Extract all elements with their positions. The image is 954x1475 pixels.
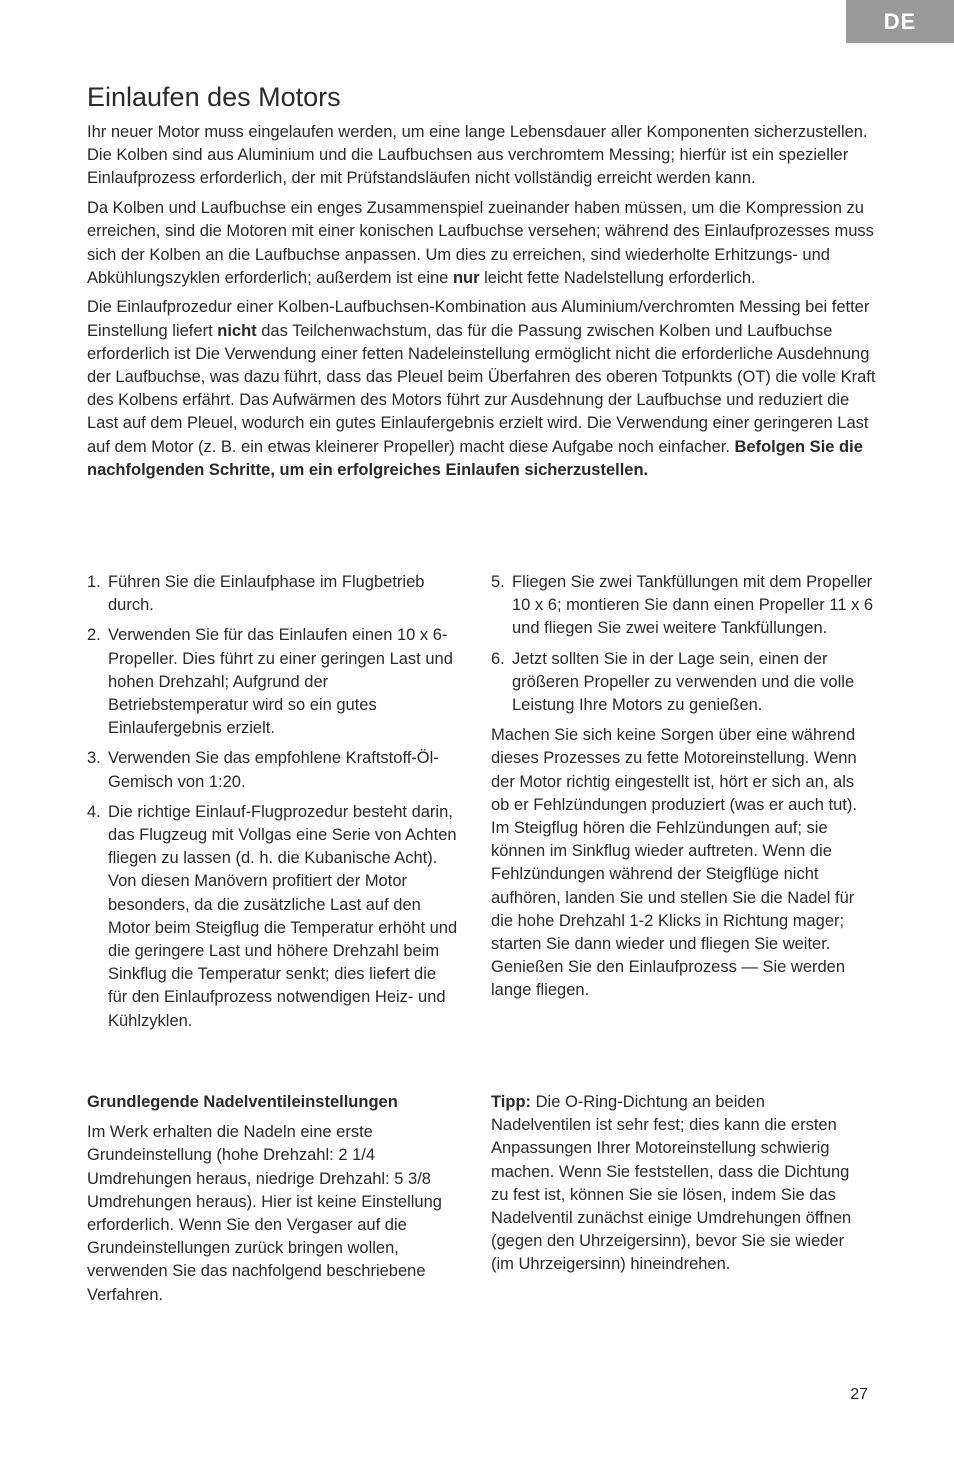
list-item: 6. Jetzt sollten Sie in der Lage sein, einen der größeren Propeller zu verwenden und die volle Leistung Ihre Motors zu genießen. <box>491 649 855 715</box>
intro-paragraph-2: Da Kolben und Laufbuchse ein enges Zusammenspiel zueinander haben müssen, um die Kompression zu erreichen, sind die Motoren mit einer konischen Laufbuchse versehen; während des Einlaufprozesses muss sich der Kolben an die Laufbuchse anpassen. Um dies zu erreichen, sind wiederholte Erhitzungs- und Abkühlungszyklen erforderlich; außerdem ist eine nur leicht fette Nadelstellung erforderlich. <box>87 199 874 287</box>
tip-label: Tipp: <box>491 1093 532 1111</box>
list-item: 3. Verwenden Sie das empfohlene Kraftstoff-Öl-Gemisch von 1:20. <box>87 749 439 791</box>
intro-section <box>87 121 877 489</box>
list-item: 4. Die richtige Einlauf-Flugprozedur besteht darin, das Flugzeug mit Vollgas eine Serie von Achten fliegen zu lassen (d. h. die Kubanische Acht). Von diesen Manövern profitiert der Motor besonders, da die zusätzliche Last auf den Motor beim Steigflug die Temperatur erhöht und die geringere Last und höhere Drehzahl beim Sinkflug die Temperatur senkt; dies liefert die für den Einlaufprozess notwendigen Heiz- und Kühlzyklen. <box>87 802 458 1030</box>
tip-section <box>491 1091 861 1284</box>
page-title: Einlaufen des Motors <box>87 82 341 112</box>
list-item: 1. Führen Sie die Einlaufphase im Flugbetrieb durch. <box>87 573 425 615</box>
section-heading: Grundlegende Nadelventileinstellungen <box>87 1093 398 1111</box>
steps-right-column <box>491 571 876 1010</box>
page-number: 27 <box>850 1386 868 1403</box>
worry-paragraph: Machen Sie sich keine Sorgen über eine während dieses Prozesses zu fette Motoreinstellung. Wenn der Motor richtig eingestellt ist, hört er sich an, als ob er Fehlzündungen produziert (was er auch tut). Im Steigflug hören die Fehlzündungen auf; sie können im Sinkflug wieder auftreten. Wenn die Fehlzündungen während der Steigflüge nicht aufhören, landen Sie und stellen Sie die Nadel für die hohe Drehzahl 1-2 Klicks in Richtung mager; starten Sie dann wieder und fliegen Sie weiter. Genießen Sie den Einlaufprozess — Sie werden lange fliegen. <box>491 726 857 1000</box>
list-item: 2. Verwenden Sie für das Einlaufen einen 10 x 6-Propeller. Dies führt zu einer geringen Last und hohen Drehzahl; Aufgrund der Betriebstemperatur wird so ein gutes Einlaufergebnis erzielt. <box>87 626 453 738</box>
steps-left-column <box>87 571 459 1040</box>
needle-paragraph: Im Werk erhalten die Nadeln eine erste Grundeinstellung (hohe Drehzahl: 2 1/4 Umdrehungen heraus, niedrige Drehzahl: 5 3/8 Umdrehungen heraus). Hier ist keine Einstellung erforderlich. Wenn Sie den Vergaser auf die Grundeinstellungen zurück bringen wollen, verwenden Sie das nachfolgend beschriebene Verfahren. <box>87 1123 442 1304</box>
intro-paragraph-3: Die Einlaufprozedur einer Kolben-Laufbuchsen-Kombination aus Aluminium/verchromten Messing bei fetter Einstellung liefert nicht das Teilchenwachstum, das für die Passung zwischen Kolben und Laufbuchse erforderlich ist Die Verwendung einer fetten Nadeleinstellung ermöglicht nicht die erforderliche Ausdehnung der Laufbuchse, was dazu führt, dass das Pleuel beim Überfahren des oberen Totpunkts (OT) die volle Kraft des Kolbens erfährt. Das Aufwärmen des Motors führt zur Ausdehnung der Laufbuchse und reduziert die Last auf dem Pleuel, wodurch ein gutes Einlaufergebnis erzielt wird. Die Verwendung einer geringeren Last auf dem Motor (z. B. ein etwas kleinerer Propeller) macht diese Aufgabe noch einfacher. Befolgen Sie die nachfolgenden Schritte, um ein erfolgreiches Einlaufen sicherzustellen. <box>87 298 876 479</box>
needle-settings-section <box>87 1091 442 1314</box>
tip-paragraph: Tipp: Die O-Ring-Dichtung an beiden Nadelventilen ist sehr fest; dies kann die ersten Anpassungen Ihrer Motoreinstellung schwierig machen. Wenn Sie feststellen, dass die Dichtung zu fest ist, können Sie sie lösen, indem Sie das Nadelventil zunächst einige Umdrehungen öffnen (gegen den Uhrzeigersinn), bevor Sie sie wieder (im Uhrzeigersinn) hineindrehen. <box>491 1093 852 1274</box>
list-item: 5. Fliegen Sie zwei Tankfüllungen mit dem Propeller 10 x 6; montieren Sie dann einen Propeller 11 x 6 und fliegen Sie zwei weitere Tankfüllungen. <box>491 573 874 638</box>
language-tab: DE <box>846 0 954 43</box>
intro-paragraph-1: Ihr neuer Motor muss eingelaufen werden, um eine lange Lebensdauer aller Komponenten sicherzustellen. Die Kolben sind aus Aluminium und die Laufbuchsen aus verchromtem Messing; hierfür ist ein spezieller Einlaufprozess erforderlich, der mit Prüfstandsläufen nicht vollständig erreicht werden kann. <box>87 123 868 188</box>
